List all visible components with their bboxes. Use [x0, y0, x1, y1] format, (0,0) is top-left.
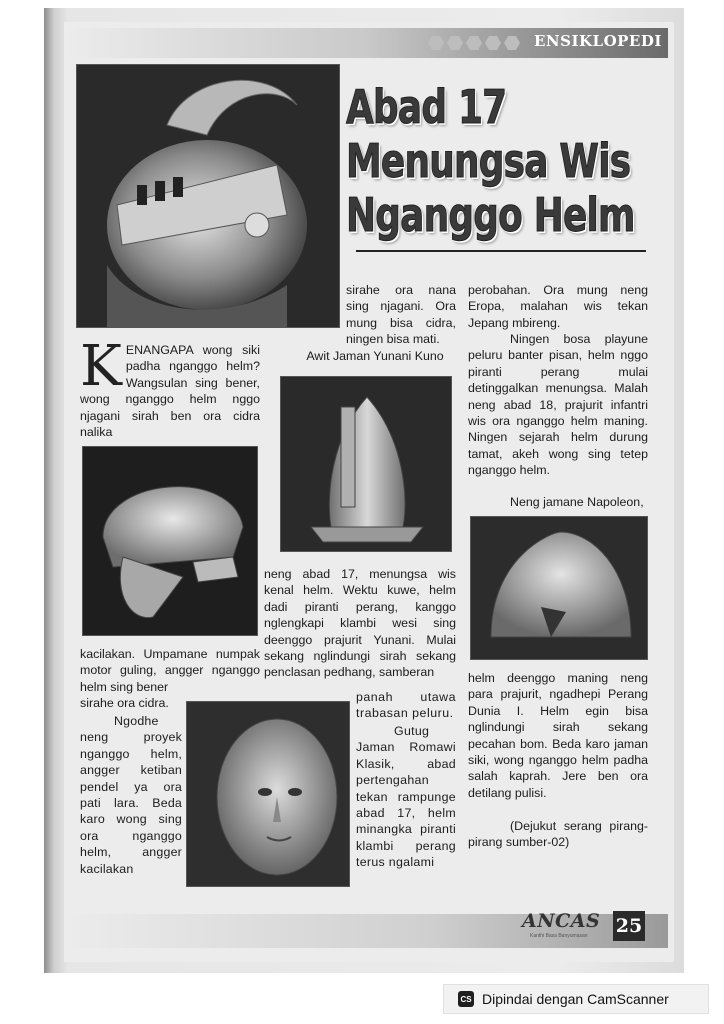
column-b-part5: Gutug Jaman Romawi Klasik, abad pertengahan tekan rampunge abad 17, helm minangka piranti klambi perang terus ngalami: [356, 724, 456, 870]
source-note: (Dejukut serang pirang-pirang sumber-02): [468, 819, 648, 850]
magazine-tagline: Kanthi Basa Banyumasan: [530, 933, 588, 939]
photo-knight-helmet: [76, 64, 340, 328]
photo-battered-helmet: [470, 516, 648, 660]
hexagon-decoration: [428, 36, 520, 50]
subheading-yunani: Awit Jaman Yunani Kuno: [306, 349, 444, 363]
column-c-part1: perobahan. Ora mung neng Eropa, malahan wis tekan Jepang mbireng.: [468, 283, 648, 330]
page-number: 25: [613, 911, 645, 941]
column-c-part4: helm deenggo maning neng para prajurit, ngadhepi Perang Dunia I. Helm egin bisa nglindungi sirah sekang pecahan bom. Beda karo jaman siki, wong nganggo helm padha salah kaprah. Jere ben ora detilang pulisi.: [468, 671, 648, 800]
title-rule: [356, 250, 646, 252]
camscanner-watermark: [443, 984, 709, 1014]
column-c-part2: Ningen bosa playune peluru banter pisan, helm nggo piranti perang mulai detinggalkan menungsa. Malah neng abad 18, prajurit infantri wis ora nganggo helm maning. Ningen sejarah helm durung tamat, akeh wong sing tetep nganggo helm.: [468, 332, 648, 478]
article-title: Abad 17 Menungsa Wis Nganggo Helm: [346, 80, 635, 242]
camscanner-text: Dipindai dengan CamScanner: [482, 991, 669, 1007]
drop-cap: K: [80, 334, 122, 399]
photo-roman-helmet: [82, 446, 258, 636]
section-label: ENSIKLOPEDI: [534, 32, 662, 50]
column-c-part3: Neng jamane Napoleon,: [510, 495, 644, 509]
photo-gladiator-helmet: [186, 701, 350, 887]
column-a-part2: sirahe ora cidra.: [80, 696, 169, 710]
column-a-part3: Ngodhe neng proyek nganggo helm, angger ketiban pendel ya ora pati lara. Beda karo wong sing ora nganggo helm, angger kacilakan: [80, 714, 182, 876]
magazine-name: ANCAS: [522, 910, 601, 932]
column-b-part1: sirahe ora nana sing njagani. Ora mung bisa cidra, ningen bisa mati.: [346, 283, 456, 347]
column-b-part4: panah utawa trabasan peluru.: [356, 690, 456, 721]
column-b-part3: neng abad 17, menungsa wis kenal helm. Wektu kuwe, helm dadi piranti perang, kanggo nglengkapi klambi wesi sing deenggo prajurit Yunani. Mulai sekang nglindungi sirah sekang penclasan pedhang, samberan: [264, 567, 456, 680]
camscanner-icon: CS: [458, 991, 474, 1007]
photo-medieval-helmet: [280, 376, 452, 552]
intro-paragraph: K ENANGAPA wong siki padha nganggo helm? Wangsulan sing bener, wong nganggo helm nggo njagani sirah ben ora cidra nalika: [80, 334, 260, 440]
column-a-part1: kacilakan. Umpamane numpak motor guling, angger nganggo helm sing bener: [80, 647, 260, 694]
